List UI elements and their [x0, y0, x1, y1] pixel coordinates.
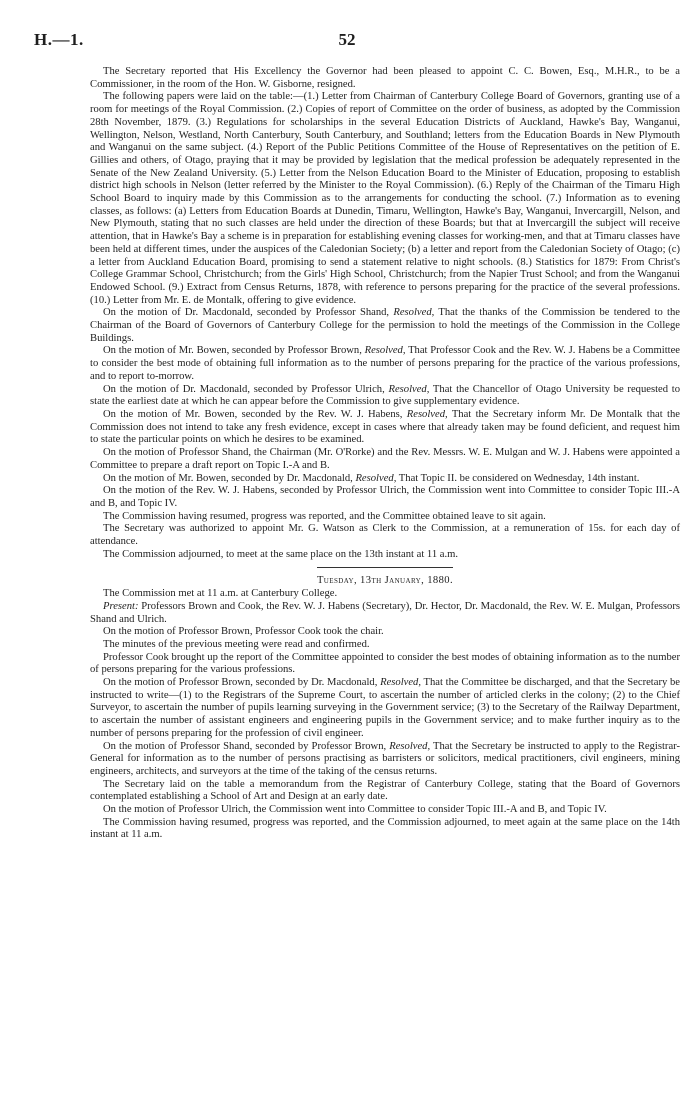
resolution-text: That the Chancellor of Otago University be requested to state the earliest date at which he can appear before the Commission to give supplementary evidence.	[90, 383, 680, 408]
minutes-paragraph: The Secretary reported that His Excellency the Governor had been pleased to appoint C. C. Bowen, Esq., M.H.R., to be a Commissioner, in the room of the Hon. W. Gisborne, resigned.	[90, 66, 680, 90]
motion-text: On the motion of Professor Brown, seconded by Dr. Macdonald,	[103, 677, 381, 689]
minutes-paragraph: The Commission having resumed, progress was reported, and the Committee obtained leave to sit again.	[103, 510, 546, 522]
minutes-paragraph: Professor Cook brought up the report of the Committee appointed to consider the best modes of obtaining information as to the number of persons preparing for the various professions.	[90, 651, 680, 676]
motion-text: On the motion of Mr. Bowen, seconded by Professor Brown,	[103, 345, 365, 357]
section-divider	[317, 567, 453, 568]
resolved-label: Resolved,	[380, 677, 421, 689]
minutes-paragraph	[90, 384, 680, 409]
page-header	[34, 30, 660, 54]
minutes-paragraph	[90, 741, 680, 779]
motion-text: On the motion of Professor Shand, seconded by Professor Brown,	[103, 740, 390, 752]
resolution-text: That the Committee be discharged, and that the Secretary be instructed to write—(1) to the Registrars of the Supreme Court, to ascertain the number of articled clerks in the colony; (2) to the Chief Surveyor, to ascertain the number of pupils learning surveying in the Government service; (3) to the Secretary of the Railway Department, to ascertain the number of assistant engineers and engineering pupils in the Government service; and to make further inquiry as to the number of persons preparing for the profession of civil engineer.	[90, 677, 681, 739]
attendance-list: Professors Brown and Cook, the Rev. W. J. Habens (Secretary), Dr. Hector, Dr. Macdonald, the Rev. W. E. Mulgan, Professors Shand and Ulrich.	[90, 600, 680, 625]
motion-text: On the motion of Dr. Macdonald, seconded by Professor Ulrich,	[103, 383, 389, 395]
minutes-paragraph	[90, 307, 680, 345]
resolution-text: That the Secretary inform Mr. De Montalk that the Commission does not intend to take any fresh evidence, except in cases where that already taken may be found deficient, and request him to state the particular points on which he desires to be examined.	[90, 408, 680, 446]
resolution-text: That the Secretary be instructed to apply to the Registrar-General for information as to the number of persons practising as barristers or solicitors, medical practitioners, civil engineers, mining engineers, architects, and surveyors at the time of the taking of the census returns.	[90, 740, 680, 777]
minutes-paragraph: The Commission adjourned, to meet at the same place on the 13th instant at 11 a.m.	[103, 548, 459, 560]
page-number: 52	[338, 30, 356, 49]
resolved-label: Resolved,	[388, 383, 430, 395]
document-reference: H.—1.	[34, 30, 84, 49]
resolved-label: Resolved,	[355, 472, 397, 484]
resolved-label: Resolved,	[364, 345, 406, 357]
meeting-opening: The Commission met at 11 a.m. at Canterbury College.	[103, 588, 338, 600]
meeting-date: Tuesday, 13th January, 1880.	[316, 575, 454, 587]
minutes-paragraph: The Commission having resumed, progress was reported, and the Commission adjourned, to meet again at the same place on the 14th instant at 11 a.m.	[90, 816, 680, 841]
resolution-text: That the thanks of the Commission be tendered to the Chairman of the Board of Governors of Canterbury College for the permission to hold the meetings of the Commission in the College Buildings.	[90, 307, 681, 344]
attendance-paragraph	[90, 601, 680, 626]
motion-text: On the motion of Mr. Bowen, seconded by the Rev. W. J. Habens,	[103, 408, 407, 420]
minutes-paragraph: On the motion of Professor Brown, Professor Cook took the chair.	[103, 626, 384, 638]
minutes-paragraph: On the motion of the Rev. W. J. Habens, seconded by Professor Ulrich, the Commission went into Committee to consider Topic III.-A and B, and Topic IV.	[90, 485, 680, 509]
minutes-section-2	[90, 626, 680, 842]
minutes-paragraph: The minutes of the previous meeting were read and confirmed.	[103, 638, 370, 650]
minutes-paragraph: The Secretary was authorized to appoint Mr. G. Watson as Clerk to the Commission, at a remuneration of 15s. for each day of attendance.	[90, 523, 680, 548]
motion-text: On the motion of Mr. Bowen, seconded by Dr. Macdonald,	[103, 472, 356, 484]
resolved-label: Resolved,	[389, 740, 431, 752]
minutes-paragraph: The Secretary laid on the table a memorandum from the Registrar of Canterbury College, stating that the Board of Governors contemplated establishing a School of Art and Design at an early date.	[90, 778, 680, 803]
resolved-label: Resolved,	[393, 307, 435, 319]
resolution-text: That Topic II. be considered on Wednesday, 14th instant.	[396, 472, 640, 484]
present-label: Present:	[103, 600, 139, 612]
minutes-paragraph: On the motion of Professor Shand, the Chairman (Mr. O'Rorke) and the Rev. Messrs. W. E. Mulgan and W. J. Habens were appointed a Committee to prepare a draft report on Topic I.-A and B.	[90, 447, 680, 471]
minutes-paragraph	[90, 409, 680, 447]
minutes-paragraph: On the motion of Professor Ulrich, the Commission went into Committee to consider Topic III.-A and B, and Topic IV.	[103, 804, 607, 816]
minutes-paragraph	[90, 473, 680, 486]
minutes-paragraph	[90, 345, 680, 383]
minutes-paragraph: The following papers were laid on the table:—(1.) Letter from Chairman of Canterbury College Board of Governors, granting use of a room for meetings of the Royal Commission. (2.) Copies of report of Committee on the order of business, as adopted by the Commission 28th November, 1879. (3.) Regulations for scholarships in the several Education Districts of Auckland, Hawke's Bay, Wanganui, Wellington, Nelson, Westland, North Canterbury, South Canterbury, and Southland; letters from the Education Boards in New Plymouth and Wanganui on the same subject. (4.) Report of the Public Petitions Committee of the House of Representatives on the petition of E. Gillies and others, of Otago, praying that it may be provided by legislation that the medical profession be adequately represented in the Senate of the New Zealand University. (5.) Letter from the Nelson Education Board to the Minister of Education, proposing to establish district high schools in Nelson (letter referred by the Minister to the Royal Commission). (6.) Reply of the Chairman of the Timaru High School Board to inquiry made by this Commission as to the arrangements for conducting the school. (7.) Information as to evening classes, as follows: (a) Letters from Education Boards at Dunedin, Timaru, Wellington, Hawke's Bay, Wanganui, Invercargill, Nelson, and New Plymouth, stating that no such classes are held under the direction of these Boards; but that at Invercargill the subject will receive attention, that in Hawke's Bay a scheme is in preparation for establishing evening classes for working-men, and that at Timaru classes have been held at different times, under the auspices of the Caledonian Society; (b) a letter and report from the Caledonian Society of Otago; (c) a letter from Auckland Education Board, promising to send a statement relative to night schools. (8.) Statistics for 1879: From Christ's College Grammar School, Christchurch; from the Girls' High School, Christchurch; from the Napier Trust School; and from the Wanganui Endowed School. (9.) Extract from Census Returns, 1878, with reference to persons preparing for the practice of the several professions. (10.) Letter from Mr. E. de Montalk, offering to give evidence.	[90, 91, 680, 306]
minutes-section-1	[90, 66, 680, 561]
resolved-label: Resolved,	[406, 408, 448, 420]
resolution-text: That Professor Cook and the Rev. W. J. Habens be a Committee to consider the best mode of obtaining full information as to the number of persons preparing for the practice of the various professions, and to report to-morrow.	[90, 345, 680, 382]
document-body	[90, 66, 680, 842]
motion-text: On the motion of Dr. Macdonald, seconded by Professor Shand,	[103, 307, 394, 319]
minutes-paragraph	[90, 677, 680, 741]
